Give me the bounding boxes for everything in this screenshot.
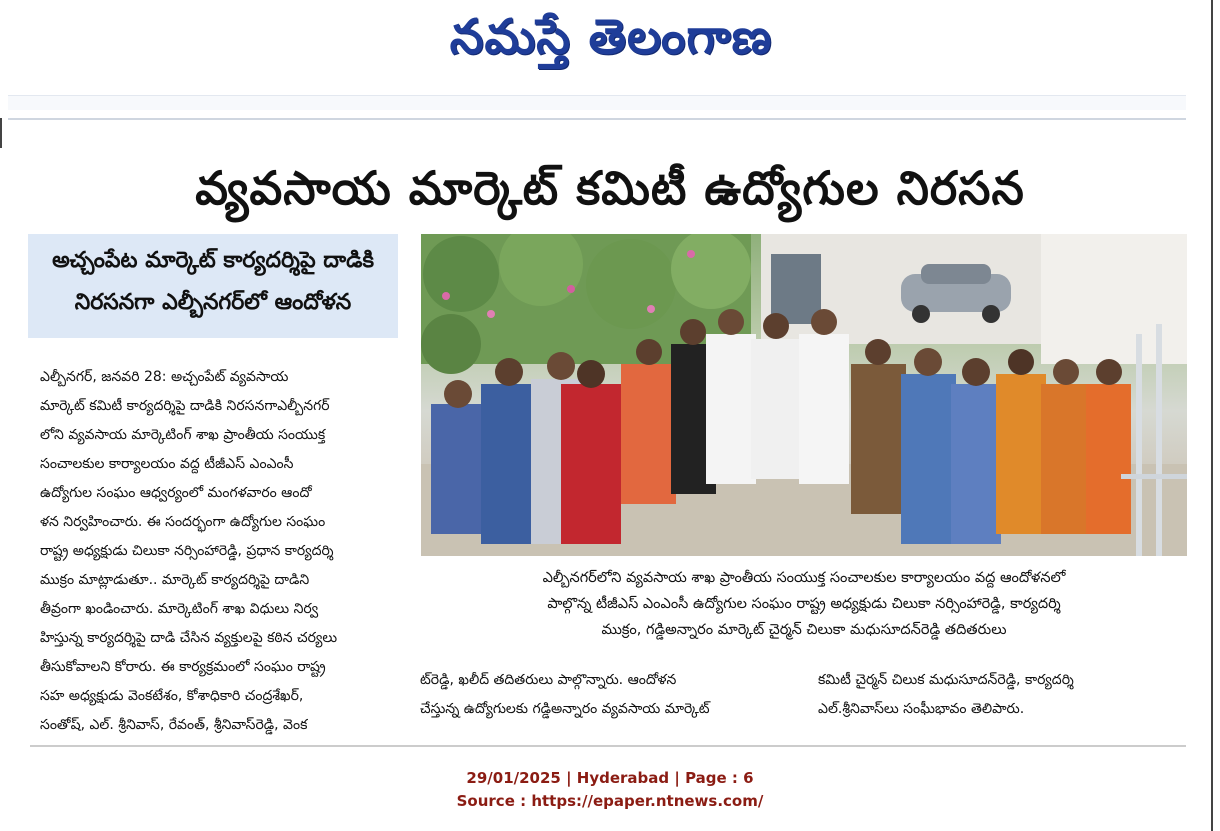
left-edge-marker — [0, 118, 2, 148]
cropped-text-strip — [8, 95, 1186, 110]
body-line: తీవ్రంగా ఖండించారు. మార్కెటింగ్ శాఖ విధులు నిర్వ — [40, 601, 319, 617]
caption-line: ఎల్బీనగర్‌లోని వ్యవసాయ శాఖ ప్రాంతీయ సంయుక్త సంచాలకుల కార్యాలయం వద్ద ఆందోళనలో — [542, 570, 1066, 586]
body-line: ట్‌రెడ్డి, ఖలీద్ తదితరులు పాల్గొన్నారు. ఆందోళన — [420, 672, 677, 688]
body-line: ఉద్యోగుల సంఘం ఆధ్వర్యంలో మంగళవారం ఆందో — [40, 485, 312, 501]
body-line: సంతోష్, ఎల్. శ్రీనివాస్, రేవంత్, శ్రీనివాస్‌రెడ్డి, వెంక — [40, 717, 308, 733]
caption-line: పాల్గొన్న టీజీఎస్ ఎంఎంసీ ఉద్యోగుల సంఘం రాష్ట్ర అధ్యక్షుడు చిలుకా నర్సింహారెడ్డి, కార్యదర్శి — [547, 596, 1061, 612]
footer — [0, 766, 1220, 812]
body-line: చేస్తున్న ఉద్యోగులకు గడ్డిఅన్నారం వ్యవసాయ మార్కెట్ — [420, 701, 710, 717]
page-right-border — [1211, 0, 1213, 831]
protest-photo — [421, 234, 1187, 556]
article-continuation-mid — [420, 666, 798, 724]
article-continuation-right — [818, 666, 1186, 724]
body-line: ముక్రం మాట్లాడుతూ.. మార్కెట్ కార్యదర్శిపై దాడిని — [40, 572, 310, 588]
body-line: సంచాలకుల కార్యాలయం వద్ద టీజీఎస్ ఎంఎంసీ — [40, 456, 294, 472]
photo-illustration — [421, 234, 1187, 556]
masthead — [0, 0, 1220, 80]
body-line: సహ అధ్యక్షుడు వెంకటేశం, కోశాధికారి చంద్రశేఖర్, — [40, 688, 304, 704]
newspaper-logo: నమస్తే తెలంగాణ — [449, 9, 773, 65]
subhead-line: అచ్చంపేట మార్కెట్ కార్యదర్శిపై దాడికి — [52, 248, 374, 273]
body-line: తీసుకోవాలని కోరారు. ఈ కార్యక్రమంలో సంఘం రాష్ట్ర — [40, 659, 326, 675]
body-line: లోని వ్యవసాయ మార్కెటింగ్ శాఖ ప్రాంతీయ సంయుక్త — [40, 427, 326, 443]
body-line: హిస్తున్న కార్యదర్శిపై దాడి చేసిన వ్యక్తులపై కఠిన చర్యలు — [40, 630, 338, 646]
article-body — [40, 363, 400, 740]
bottom-divider — [30, 745, 1186, 747]
article-headline: వ్యవసాయ మార్కెట్ కమిటీ ఉద్యోగుల నిరసన — [195, 161, 1025, 215]
footer-date-edition: 29/01/2025 | Hyderabad | Page : 6 — [466, 769, 754, 787]
photo-caption — [421, 558, 1187, 650]
caption-line: ముక్రం, గడ్డిఅన్నారం మార్కెట్ చైర్మన్ చిలుకా మధుసూదన్‌రెడ్డి తదితరులు — [601, 622, 1007, 638]
body-line: ఎల్.శ్రీనివాస్‌లు సంఘీభావం తెలిపారు. — [818, 701, 1025, 717]
body-line: ళన నిర్వహించారు. ఈ సందర్భంగా ఉద్యోగుల సంఘం — [40, 514, 326, 530]
subhead-box — [28, 234, 398, 338]
top-divider — [8, 118, 1186, 120]
body-line: మార్కెట్ కమిటీ కార్యదర్శిపై దాడికి నిరసనగాఎల్బీనగర్ — [40, 398, 330, 414]
body-line: కమిటీ చైర్మన్ చిలుక మధుసూదన్‌రెడ్డి, కార్యదర్శి — [818, 672, 1074, 688]
body-line: ఎల్బీనగర్, జనవరి 28: అచ్చంపేట్ వ్యవసాయ — [40, 369, 289, 385]
footer-source-link[interactable]: Source : https://epaper.ntnews.com/ — [456, 792, 764, 810]
body-line: రాష్ట్ర అధ్యక్షుడు చిలుకా నర్సింహారెడ్డి, ప్రధాన కార్యదర్శి — [40, 543, 334, 559]
subhead-line: నిరసనగా ఎల్బీనగర్‌లో ఆందోళన — [74, 290, 352, 315]
